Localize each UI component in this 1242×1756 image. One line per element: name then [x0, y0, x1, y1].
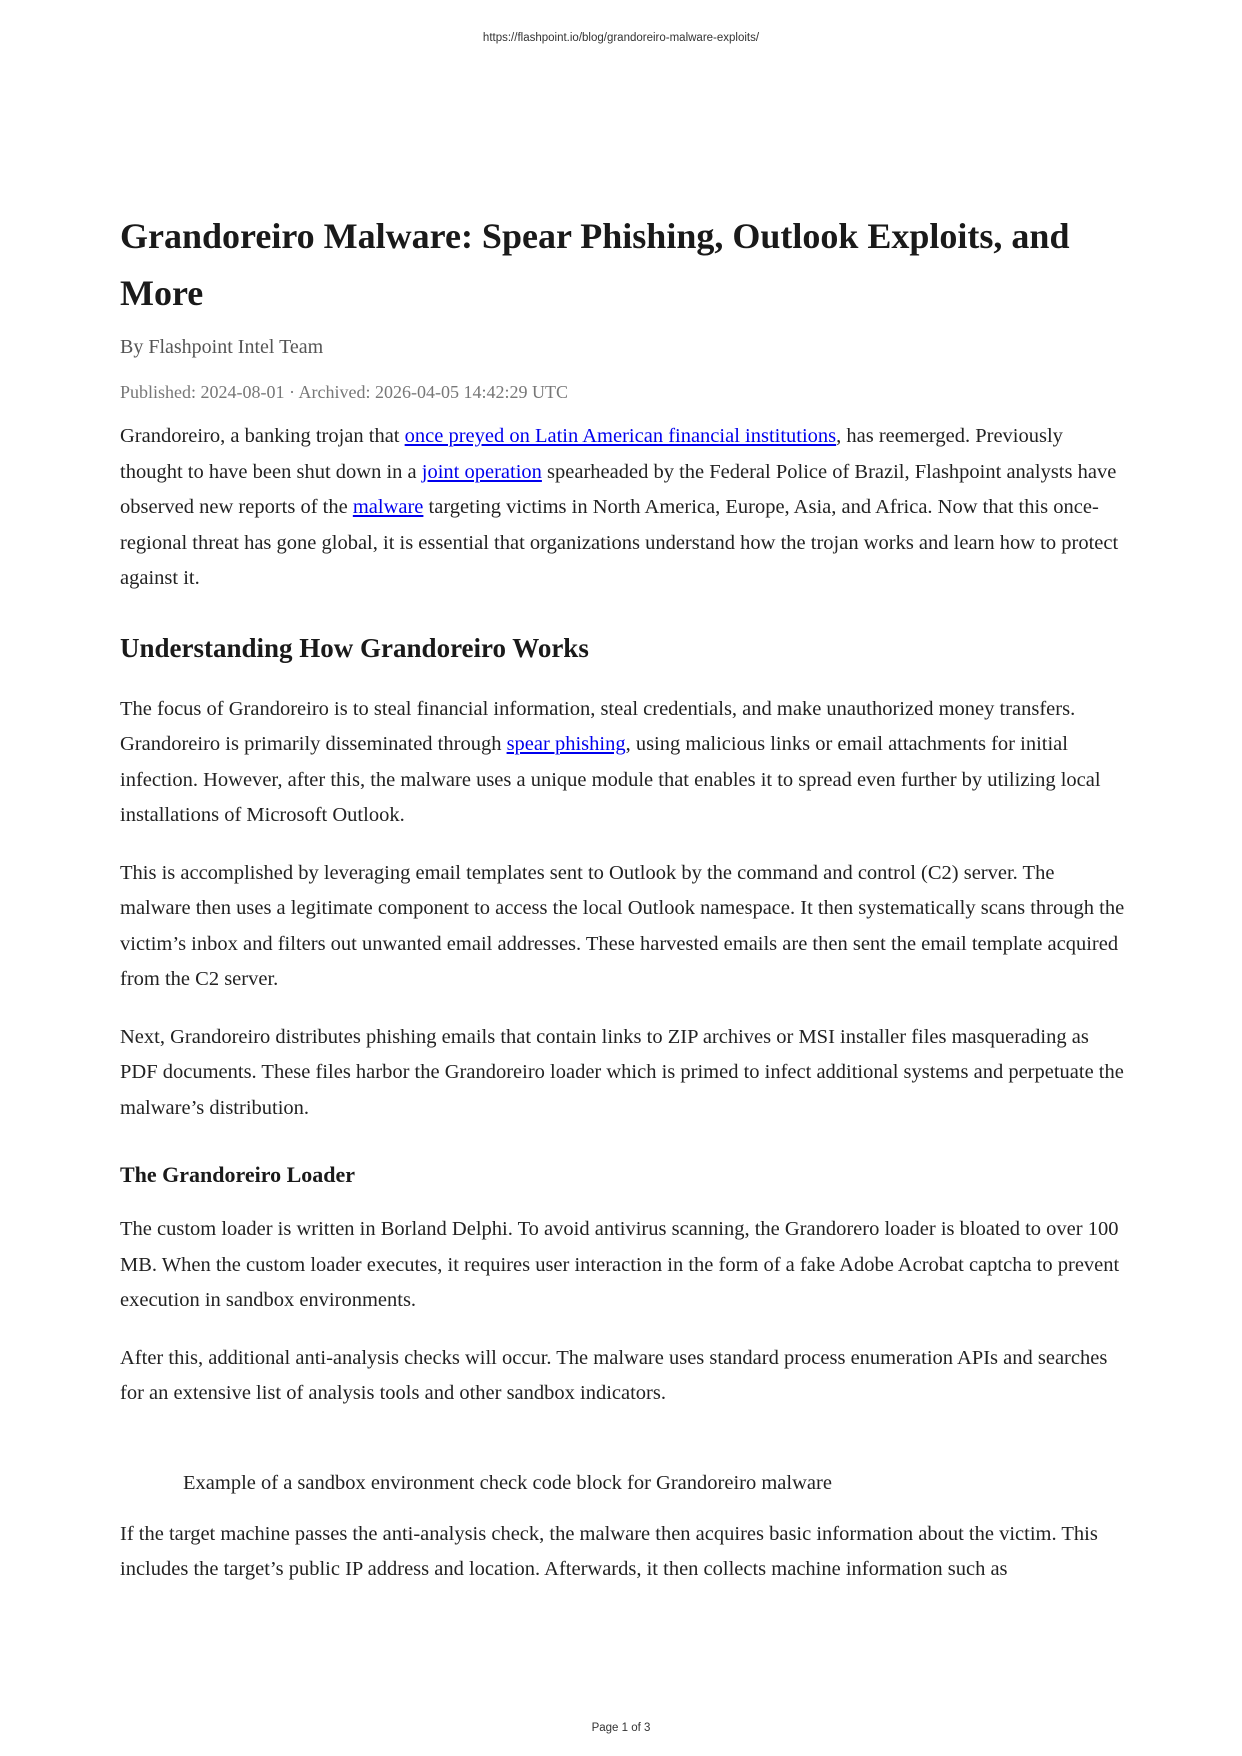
- paragraph: This is accomplished by leveraging email templates sent to Outlook by the command and control (C2) server. The malware then uses a legitimate component to access the local Outlook namespace. It then systematically scans through the victim’s inbox and filters out unwanted email addresses. These harvested emails are then sent the email template acquired from the C2 server.: [120, 861, 1125, 990]
- latin-america-link[interactable]: once preyed on Latin American financial institutions: [404, 425, 837, 447]
- article: [120, 208, 1130, 1610]
- text: targeting victims in North America, Europe, Asia, and Africa. Now that this once-regional threat has gone global, it is essential that organizations understand how the trojan works and learn how to protect against it.: [120, 496, 1119, 589]
- text: The focus of Grandoreiro is to steal financial information, steal credentials, and make unauthorized money transfers. Grandoreiro is primarily disseminated through: [120, 697, 1076, 755]
- page-url: https://flashpoint.io/blog/grandoreiro-malware-exploits/: [482, 32, 760, 44]
- publish-meta: Published: 2024-08-01 · Archived: 2026-04-05 14:42:29 UTC: [120, 382, 568, 402]
- malware-link[interactable]: malware: [352, 496, 424, 518]
- subsection-heading: The Grandoreiro Loader: [120, 1162, 356, 1187]
- byline: By Flashpoint Intel Team: [120, 336, 324, 358]
- text: Grandoreiro, a banking trojan that: [120, 425, 405, 447]
- intro-paragraph: [120, 419, 1130, 597]
- text: , using malicious links or email attachments for initial infection. However, after this, the malware uses a unique module that enables it to spread even further by utilizing local installations of Microsoft Outlook.: [120, 733, 1101, 826]
- paragraph: If the target machine passes the anti-analysis check, the malware then acquires basic information about the victim. This includes the target’s public IP address and location. Afterwards, it then collects machine information such as: [120, 1522, 1098, 1580]
- paragraph: [120, 692, 1130, 834]
- page-number: Page 1 of 3: [591, 1722, 651, 1734]
- joint-operation-link[interactable]: joint operation: [421, 460, 542, 483]
- paragraph: The custom loader is written in Borland Delphi. To avoid antivirus scanning, the Grandorero loader is bloated to over 100 MB. When the custom loader executes, it requires user interaction in the form of a fake Adobe Acrobat captcha to prevent execution in sandbox environments.: [120, 1218, 1120, 1311]
- article-title: Grandoreiro Malware: Spear Phishing, Outlook Exploits, and More: [120, 216, 1070, 313]
- text: , has reemerged. Previously thought to have been shut down in a: [120, 425, 1063, 483]
- text: spearheaded by the Federal Police of Brazil, Flashpoint analysts have observed new reports of the: [120, 460, 1117, 518]
- paragraph: Next, Grandoreiro distributes phishing emails that contain links to ZIP archives or MSI installer files masquerading as PDF documents. These files harbor the Grandoreiro loader which is primed to infect additional systems and perpetuate the malware’s distribution.: [120, 1025, 1124, 1119]
- spear-phishing-link[interactable]: spear phishing: [506, 733, 626, 755]
- section-heading: Understanding How Grandoreiro Works: [120, 632, 589, 663]
- paragraph: After this, additional anti-analysis checks will occur. The malware uses standard process enumeration APIs and searches for an extensive list of analysis tools and other sandbox indicators.: [120, 1346, 1108, 1404]
- image-caption: Example of a sandbox environment check code block for Grandoreiro malware: [183, 1471, 832, 1494]
